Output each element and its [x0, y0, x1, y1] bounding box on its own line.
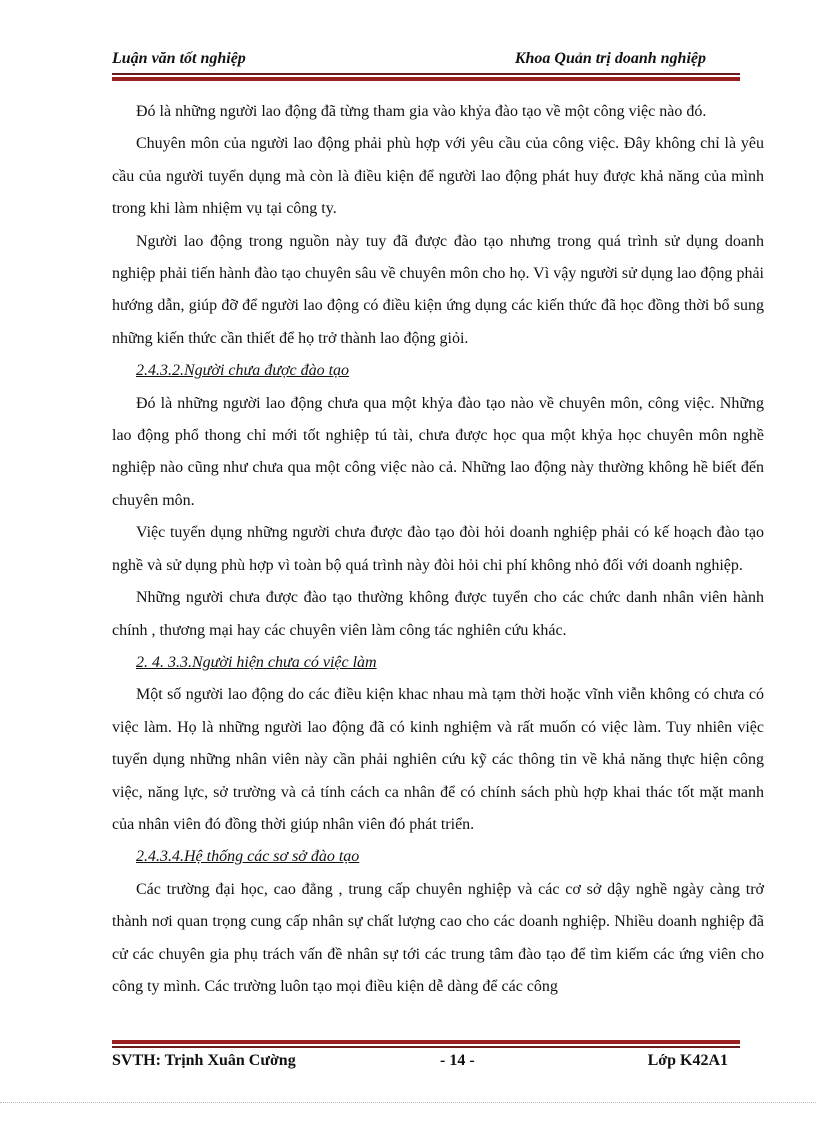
footer-rule-thin — [112, 1046, 740, 1048]
footer-author: SVTH: Trịnh Xuân Cường — [112, 1052, 296, 1069]
paragraph-2: Chuyên môn của người lao động phải phù hợp với yêu cầu của công việc. Đây không chỉ là yêu cầu của người tuyển dụng mà còn là điều kiện để người lao động phát huy được khả năng của mình trong khi làm nhiệm vụ tại công ty. — [112, 135, 764, 218]
paragraph-6: Những người chưa được đào tạo thường không được tuyển cho các chức danh nhân viên hành chính , thương mại hay các chuyên viên làm công tác nghiên cứu khác. — [112, 589, 764, 639]
section-heading-2-4-3-4: 2.4.3.4.Hệ thống các sơ sở đào tạo — [136, 848, 360, 866]
paragraph-8: Các trường đại học, cao đẳng , trung cấp chuyên nghiệp và các cơ sở dậy nghề ngày càng trở thành nơi quan trọng cung cấp nhân sự chất lượng cao cho các doanh nghiệp. Nhiều doanh nghiệp đã cử các chuyên gia phụ trách vấn đề nhân sự tới các trung tâm đào tạo để tìm kiếm các ứng viên cho công ty mình. Các trường luôn tạo mọi điều kiện dễ dàng để các công — [112, 880, 764, 995]
section-heading-2-4-3-2: 2.4.3.2.Người chưa được đào tạo — [136, 362, 350, 380]
paragraph-5: Việc tuyển dụng những người chưa được đào tạo đòi hỏi doanh nghiệp phải có kế hoạch đào tạo nghề và sử dụng phù hợp vì toàn bộ quá trình này đòi hỏi chi phí không nhỏ đối với doanh nghiệp. — [112, 524, 764, 574]
paragraph-3: Người lao động trong nguồn này tuy đã được đào tạo nhưng trong quá trình sử dụng doanh nghiệp phải tiến hành đào tạo chuyên sâu về chuyên môn cho họ. Vì vậy người sử dụng lao động phải hướng dẫn, giúp đỡ để người lao động có điều kiện ứng dụng các kiến thức đã học đồng thời bổ sung những kiến thức cần thiết để họ trở thành lao động giỏi. — [112, 232, 764, 347]
page-header — [112, 50, 742, 74]
page-footer — [112, 1052, 742, 1076]
page-bottom-divider — [0, 1102, 816, 1103]
header-rule-thin — [112, 73, 740, 75]
page-number: - 14 - — [440, 1052, 475, 1069]
body-text — [112, 96, 764, 1003]
header-thesis-title: Luận văn tốt nghiệp — [112, 50, 246, 67]
section-heading-2-4-3-3: 2. 4. 3.3.Người hiện chưa có việc làm — [136, 653, 377, 671]
paragraph-4: Đó là những người lao động chưa qua một khỷa đào tạo nào về chuyên môn, công việc. Những lao động phổ thong chỉ mới tốt nghiệp tú tài, chưa được học qua một khỷa học chuyên môn nghề nghiệp nào cũng như chưa qua một công việc nào cả. Những lao động này thường không hề biết đến chuyên môn. — [112, 394, 764, 509]
header-rule-thick — [112, 77, 740, 81]
header-faculty: Khoa Quản trị doanh nghiệp — [514, 50, 706, 67]
footer-class: Lớp K42A1 — [647, 1052, 728, 1069]
paragraph-1: Đó là những người lao động đã từng tham gia vào khỷa đào tạo về một công việc nào đó. — [136, 103, 707, 120]
footer-rule-thick — [112, 1040, 740, 1044]
paragraph-7: Một số người lao động do các điều kiện khac nhau mà tạm thời hoặc vĩnh viễn không có chưa có việc làm. Họ là những người lao động đã có kinh nghiệm và rất muốn có việc làm. Tuy nhiên việc tuyển dụng những nhân viên này cần phải nghiên cứu kỹ các thông tin về khả năng thực hiện công việc, năng lực, sở trường và cả tính cách ca nhân để có chính sách phù hợp khai thác tốt mặt manh của nhân viên đó đồng thời giúp nhân viên đó phát triển. — [112, 686, 764, 833]
